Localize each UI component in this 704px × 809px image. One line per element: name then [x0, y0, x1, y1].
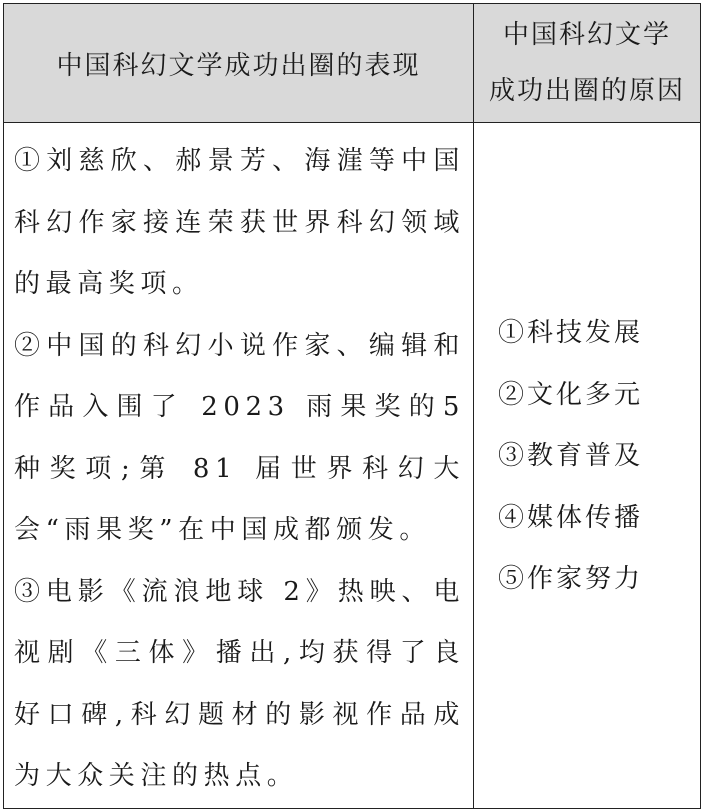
- reasons-cell: [474, 123, 701, 809]
- header-reasons-line1: 中国科幻文学: [502, 20, 671, 50]
- manifestation-item: ②中国的科幻小说作家、编辑和作品入围了 2023 雨果奖的5 种奖项;第 81 届世界科幻大会“雨果奖”在中国成都颁发。: [14, 330, 465, 545]
- reason-item: ④媒体传播: [498, 502, 644, 533]
- manifestation-item: ①刘慈欣、郝景芳、海漄等中国科幻作家接连荣获世界科幻领域的最高奖项。: [14, 146, 465, 299]
- reason-item: ⑤作家努力: [498, 564, 644, 594]
- reason-item: ①科技发展: [498, 318, 644, 348]
- reason-item: ②文化多元: [498, 379, 644, 410]
- header-reasons: [474, 4, 701, 123]
- manifestations-cell: [4, 123, 474, 809]
- header-reasons-line2: 成功出圈的原因: [488, 76, 685, 106]
- reason-item: ③教育普及: [498, 441, 644, 471]
- manifestation-item: ③电影《流浪地球 2》热映、电视剧《三体》播出,均获得了良好口碑,科幻题材的影视作品成为大众关注的热点。: [14, 576, 465, 791]
- header-row: [4, 4, 701, 123]
- header-manifestations: 中国科幻文学成功出圈的表现: [4, 4, 474, 123]
- sci-fi-table-container: [3, 3, 700, 791]
- body-row: [4, 123, 701, 809]
- sci-fi-table: [3, 3, 701, 809]
